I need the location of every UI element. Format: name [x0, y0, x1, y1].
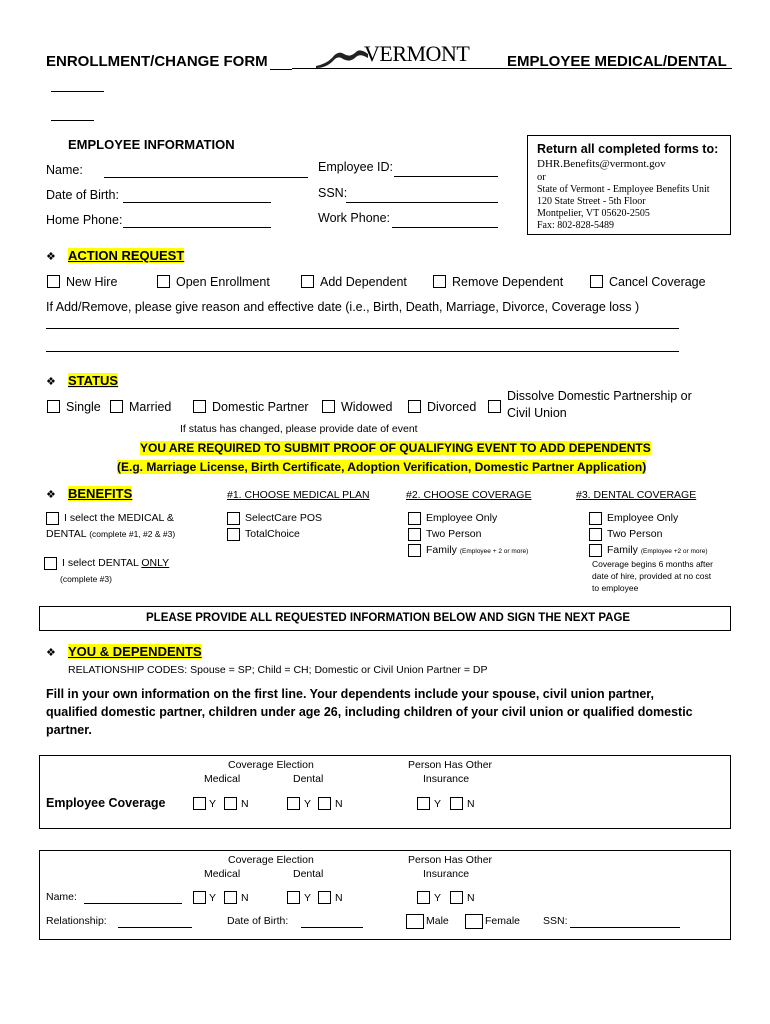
dissolve-label-1: Dissolve Domestic Partnership or: [507, 389, 692, 403]
dep-male-label: Male: [426, 915, 449, 927]
dep-other-ins-yes-checkbox[interactable]: [417, 891, 430, 904]
dep-medical-yes-checkbox[interactable]: [193, 891, 206, 904]
medical-dental-word: DENTAL: [46, 528, 87, 540]
domestic-partner-label: Domestic Partner: [212, 400, 309, 414]
relationship-codes: RELATIONSHIP CODES: Spouse = SP; Child = CH; Domestic or Civil Union Partner = DP: [68, 664, 488, 676]
divorced-label: Divorced: [427, 400, 477, 414]
dental-note-2: date of hire, provided at no cost: [592, 571, 712, 581]
employee-info-heading: EMPLOYEE INFORMATION: [68, 137, 235, 152]
instructions-1: Fill in your own information on the first line. Your dependents include your spouse, civil union partner,: [46, 687, 654, 701]
dep-ssn-field[interactable]: [570, 927, 680, 928]
dep-dental-column-header: Dental: [293, 868, 324, 880]
emp-medical-yes-label: Y: [209, 798, 217, 810]
dental-employee-only-label: Employee Only: [607, 512, 679, 524]
return-email: DHR.Benefits@vermont.gov: [537, 158, 666, 170]
diamond-bullet-icon: ❖: [46, 376, 56, 388]
coverage-employee-only-label: Employee Only: [426, 512, 498, 524]
dental-column-header: Dental: [293, 773, 324, 785]
vermont-logo: [316, 41, 470, 70]
open-enrollment-checkbox[interactable]: [157, 275, 170, 288]
dep-other-insurance-header-2: Insurance: [423, 868, 470, 880]
cancel-coverage-label: Cancel Coverage: [609, 275, 706, 289]
reason-prompt: If Add/Remove, please give reason and effective date (i.e., Birth, Death, Marriage, Divorce, Coverage loss ): [46, 300, 640, 314]
return-line-3: Montpelier, VT 05620-2505: [537, 208, 650, 219]
dependent-table: [39, 850, 731, 940]
coverage-employee-only-checkbox[interactable]: [408, 512, 421, 525]
dep-female-checkbox[interactable]: [465, 914, 483, 929]
divorced-checkbox[interactable]: [408, 400, 421, 413]
dep-dental-yes-checkbox[interactable]: [287, 891, 300, 904]
benefits-heading: BENEFITS: [68, 486, 133, 501]
emp-other-ins-no-label: N: [467, 798, 475, 810]
dependents-heading: YOU & DEPENDENTS: [68, 644, 202, 659]
dental-family-word: Family: [607, 544, 638, 556]
home-phone-label: Home Phone:: [46, 213, 123, 227]
form-type: EMPLOYEE MEDICAL/DENTAL: [507, 53, 727, 70]
instructions-2: qualified domestic partner, children under age 26, including children of your civil union or qualified domestic: [46, 705, 693, 719]
return-or: or: [537, 172, 546, 183]
emp-medical-yes-checkbox[interactable]: [193, 797, 206, 810]
dental-only-prefix: I select DENTAL: [62, 557, 142, 569]
banner-text: PLEASE PROVIDE ALL REQUESTED INFORMATION BELOW AND SIGN THE NEXT PAGE: [146, 612, 631, 624]
remove-dependent-checkbox[interactable]: [433, 275, 446, 288]
medical-dental-label-1: I select the MEDICAL &: [64, 512, 174, 524]
logo-wordmark: VERMONT: [364, 41, 470, 66]
emp-medical-no-checkbox[interactable]: [224, 797, 237, 810]
emp-other-ins-yes-label: Y: [434, 798, 442, 810]
dep-medical-no-label: N: [241, 892, 249, 904]
employee-id-label: Employee ID:: [318, 160, 394, 174]
dep-ssn-label: SSN:: [543, 915, 568, 927]
dep-relationship-label: Relationship:: [46, 915, 107, 927]
medical-plan-heading: #1. CHOOSE MEDICAL PLAN: [227, 489, 370, 501]
name-label: Name:: [46, 163, 83, 177]
widowed-checkbox[interactable]: [322, 400, 335, 413]
dep-other-insurance-header-1: Person Has Other: [408, 854, 493, 866]
open-enrollment-label: Open Enrollment: [176, 275, 270, 289]
ssn-label: SSN:: [318, 186, 348, 200]
other-insurance-header-1: Person Has Other: [408, 759, 493, 771]
return-address-box: [527, 135, 731, 235]
work-phone-label: Work Phone:: [318, 211, 391, 225]
add-dependent-label: Add Dependent: [320, 275, 407, 289]
dental-only-checkbox[interactable]: [44, 557, 57, 570]
remove-dependent-label: Remove Dependent: [452, 275, 564, 289]
medical-dental-checkbox[interactable]: [46, 512, 59, 525]
married-label: Married: [129, 400, 172, 414]
coverage-two-person-checkbox[interactable]: [408, 528, 421, 541]
ssn-field[interactable]: [346, 202, 498, 203]
return-line-1: State of Vermont - Employee Benefits Unit: [537, 184, 710, 195]
medical-dental-label-2: [46, 528, 175, 540]
dep-name-label: Name:: [46, 891, 77, 903]
name-field[interactable]: [104, 177, 308, 178]
dep-other-ins-no-label: N: [467, 892, 475, 904]
employee-id-field[interactable]: [394, 176, 498, 177]
dental-two-person-label: Two Person: [607, 528, 663, 540]
proof-notice-2: (E.g. Marriage License, Birth Certificate, Adoption Verification, Domestic Partner Application): [117, 460, 647, 474]
dep-medical-yes-label: Y: [209, 892, 217, 904]
form-code-line-1[interactable]: [51, 91, 104, 92]
work-phone-field[interactable]: [392, 227, 498, 228]
dental-coverage-heading: #3. DENTAL COVERAGE: [576, 489, 697, 501]
employee-coverage-label: Employee Coverage: [46, 796, 166, 810]
dep-dental-no-checkbox[interactable]: [318, 891, 331, 904]
dep-name-field[interactable]: [84, 903, 182, 904]
dental-employee-only-checkbox[interactable]: [589, 512, 602, 525]
dental-note-3: to employee: [592, 583, 639, 593]
status-change-note: If status has changed, please provide date of event: [180, 423, 418, 435]
employee-coverage-table: [39, 755, 731, 829]
return-line-4: Fax: 802-828-5489: [537, 220, 614, 231]
dental-family-checkbox[interactable]: [589, 544, 602, 557]
proof-notice-1: YOU ARE REQUIRED TO SUBMIT PROOF OF QUALIFYING EVENT TO ADD DEPENDENTS: [140, 441, 651, 455]
coverage-family-note: (Employee + 2 or more): [459, 548, 529, 555]
coverage-election-header: Coverage Election: [228, 759, 314, 771]
status-heading: STATUS: [68, 373, 119, 388]
coverage-family-word: Family: [426, 544, 457, 556]
return-heading: Return all completed forms to:: [537, 142, 719, 156]
emp-dental-yes-label: Y: [304, 798, 312, 810]
selectcare-checkbox[interactable]: [227, 512, 240, 525]
dental-only-note: (complete #3): [60, 574, 112, 584]
emp-other-ins-yes-checkbox[interactable]: [417, 797, 430, 810]
emp-other-ins-no-checkbox[interactable]: [450, 797, 463, 810]
new-hire-checkbox[interactable]: [47, 275, 60, 288]
coverage-heading: #2. CHOOSE COVERAGE: [406, 489, 532, 501]
single-label: Single: [66, 400, 101, 414]
dental-family-note: (Employee +2 or more): [640, 548, 708, 555]
instructions-3: partner.: [46, 723, 92, 737]
reason-line-2[interactable]: [46, 351, 679, 352]
coverage-family-label: [426, 544, 528, 556]
emp-dental-no-checkbox[interactable]: [318, 797, 331, 810]
medical-dental-note: (complete #1, #2 & #3): [89, 529, 176, 539]
dental-note-1: Coverage begins 6 months after: [592, 559, 713, 569]
dob-label: Date of Birth:: [46, 188, 119, 202]
other-insurance-header-2: Insurance: [423, 773, 470, 785]
dental-family-label: [607, 544, 708, 556]
dissolve-checkbox[interactable]: [488, 400, 501, 413]
dissolve-label-2: Civil Union: [507, 406, 567, 420]
widowed-label: Widowed: [341, 400, 393, 414]
dental-two-person-checkbox[interactable]: [589, 528, 602, 541]
reason-line-1[interactable]: [46, 328, 679, 329]
dental-only-word: ONLY: [141, 557, 170, 569]
action-request-heading: ACTION REQUEST: [68, 248, 185, 263]
coverage-family-checkbox[interactable]: [408, 544, 421, 557]
emp-dental-yes-checkbox[interactable]: [287, 797, 300, 810]
dep-dob-field[interactable]: [301, 927, 363, 928]
dep-dental-no-label: N: [335, 892, 343, 904]
medical-column-header: Medical: [204, 773, 241, 785]
return-line-2: 120 State Street - 5th Floor: [537, 196, 646, 207]
totalchoice-checkbox[interactable]: [227, 528, 240, 541]
form-code-line-2[interactable]: [51, 120, 94, 121]
dep-male-checkbox[interactable]: [406, 914, 424, 929]
diamond-bullet-icon: ❖: [46, 251, 56, 263]
dep-medical-no-checkbox[interactable]: [224, 891, 237, 904]
diamond-bullet-icon: ❖: [46, 647, 56, 659]
home-phone-field[interactable]: [123, 227, 271, 228]
dep-coverage-election-header: Coverage Election: [228, 854, 314, 866]
add-dependent-checkbox[interactable]: [301, 275, 314, 288]
dep-female-label: Female: [485, 915, 521, 927]
dep-other-ins-no-checkbox[interactable]: [450, 891, 463, 904]
form-title: ENROLLMENT/CHANGE FORM: [46, 53, 268, 70]
selectcare-label: SelectCare POS: [245, 512, 323, 524]
dep-medical-column-header: Medical: [204, 868, 241, 880]
dep-dob-label: Date of Birth:: [227, 915, 289, 927]
new-hire-label: New Hire: [66, 275, 118, 289]
dental-only-label: [62, 557, 169, 569]
dep-relationship-field[interactable]: [118, 927, 192, 928]
mountain-logo-icon: [316, 46, 368, 70]
emp-dental-no-label: N: [335, 798, 343, 810]
single-checkbox[interactable]: [47, 400, 60, 413]
dep-dental-yes-label: Y: [304, 892, 312, 904]
diamond-bullet-icon: ❖: [46, 489, 56, 501]
coverage-two-person-label: Two Person: [426, 528, 482, 540]
dob-field[interactable]: [123, 202, 271, 203]
cancel-coverage-checkbox[interactable]: [590, 275, 603, 288]
domestic-partner-checkbox[interactable]: [193, 400, 206, 413]
emp-medical-no-label: N: [241, 798, 249, 810]
form-title-blank[interactable]: [270, 69, 292, 70]
dep-other-ins-yes-label: Y: [434, 892, 442, 904]
married-checkbox[interactable]: [110, 400, 123, 413]
totalchoice-label: TotalChoice: [245, 528, 300, 540]
sign-next-page-banner: [39, 606, 731, 631]
